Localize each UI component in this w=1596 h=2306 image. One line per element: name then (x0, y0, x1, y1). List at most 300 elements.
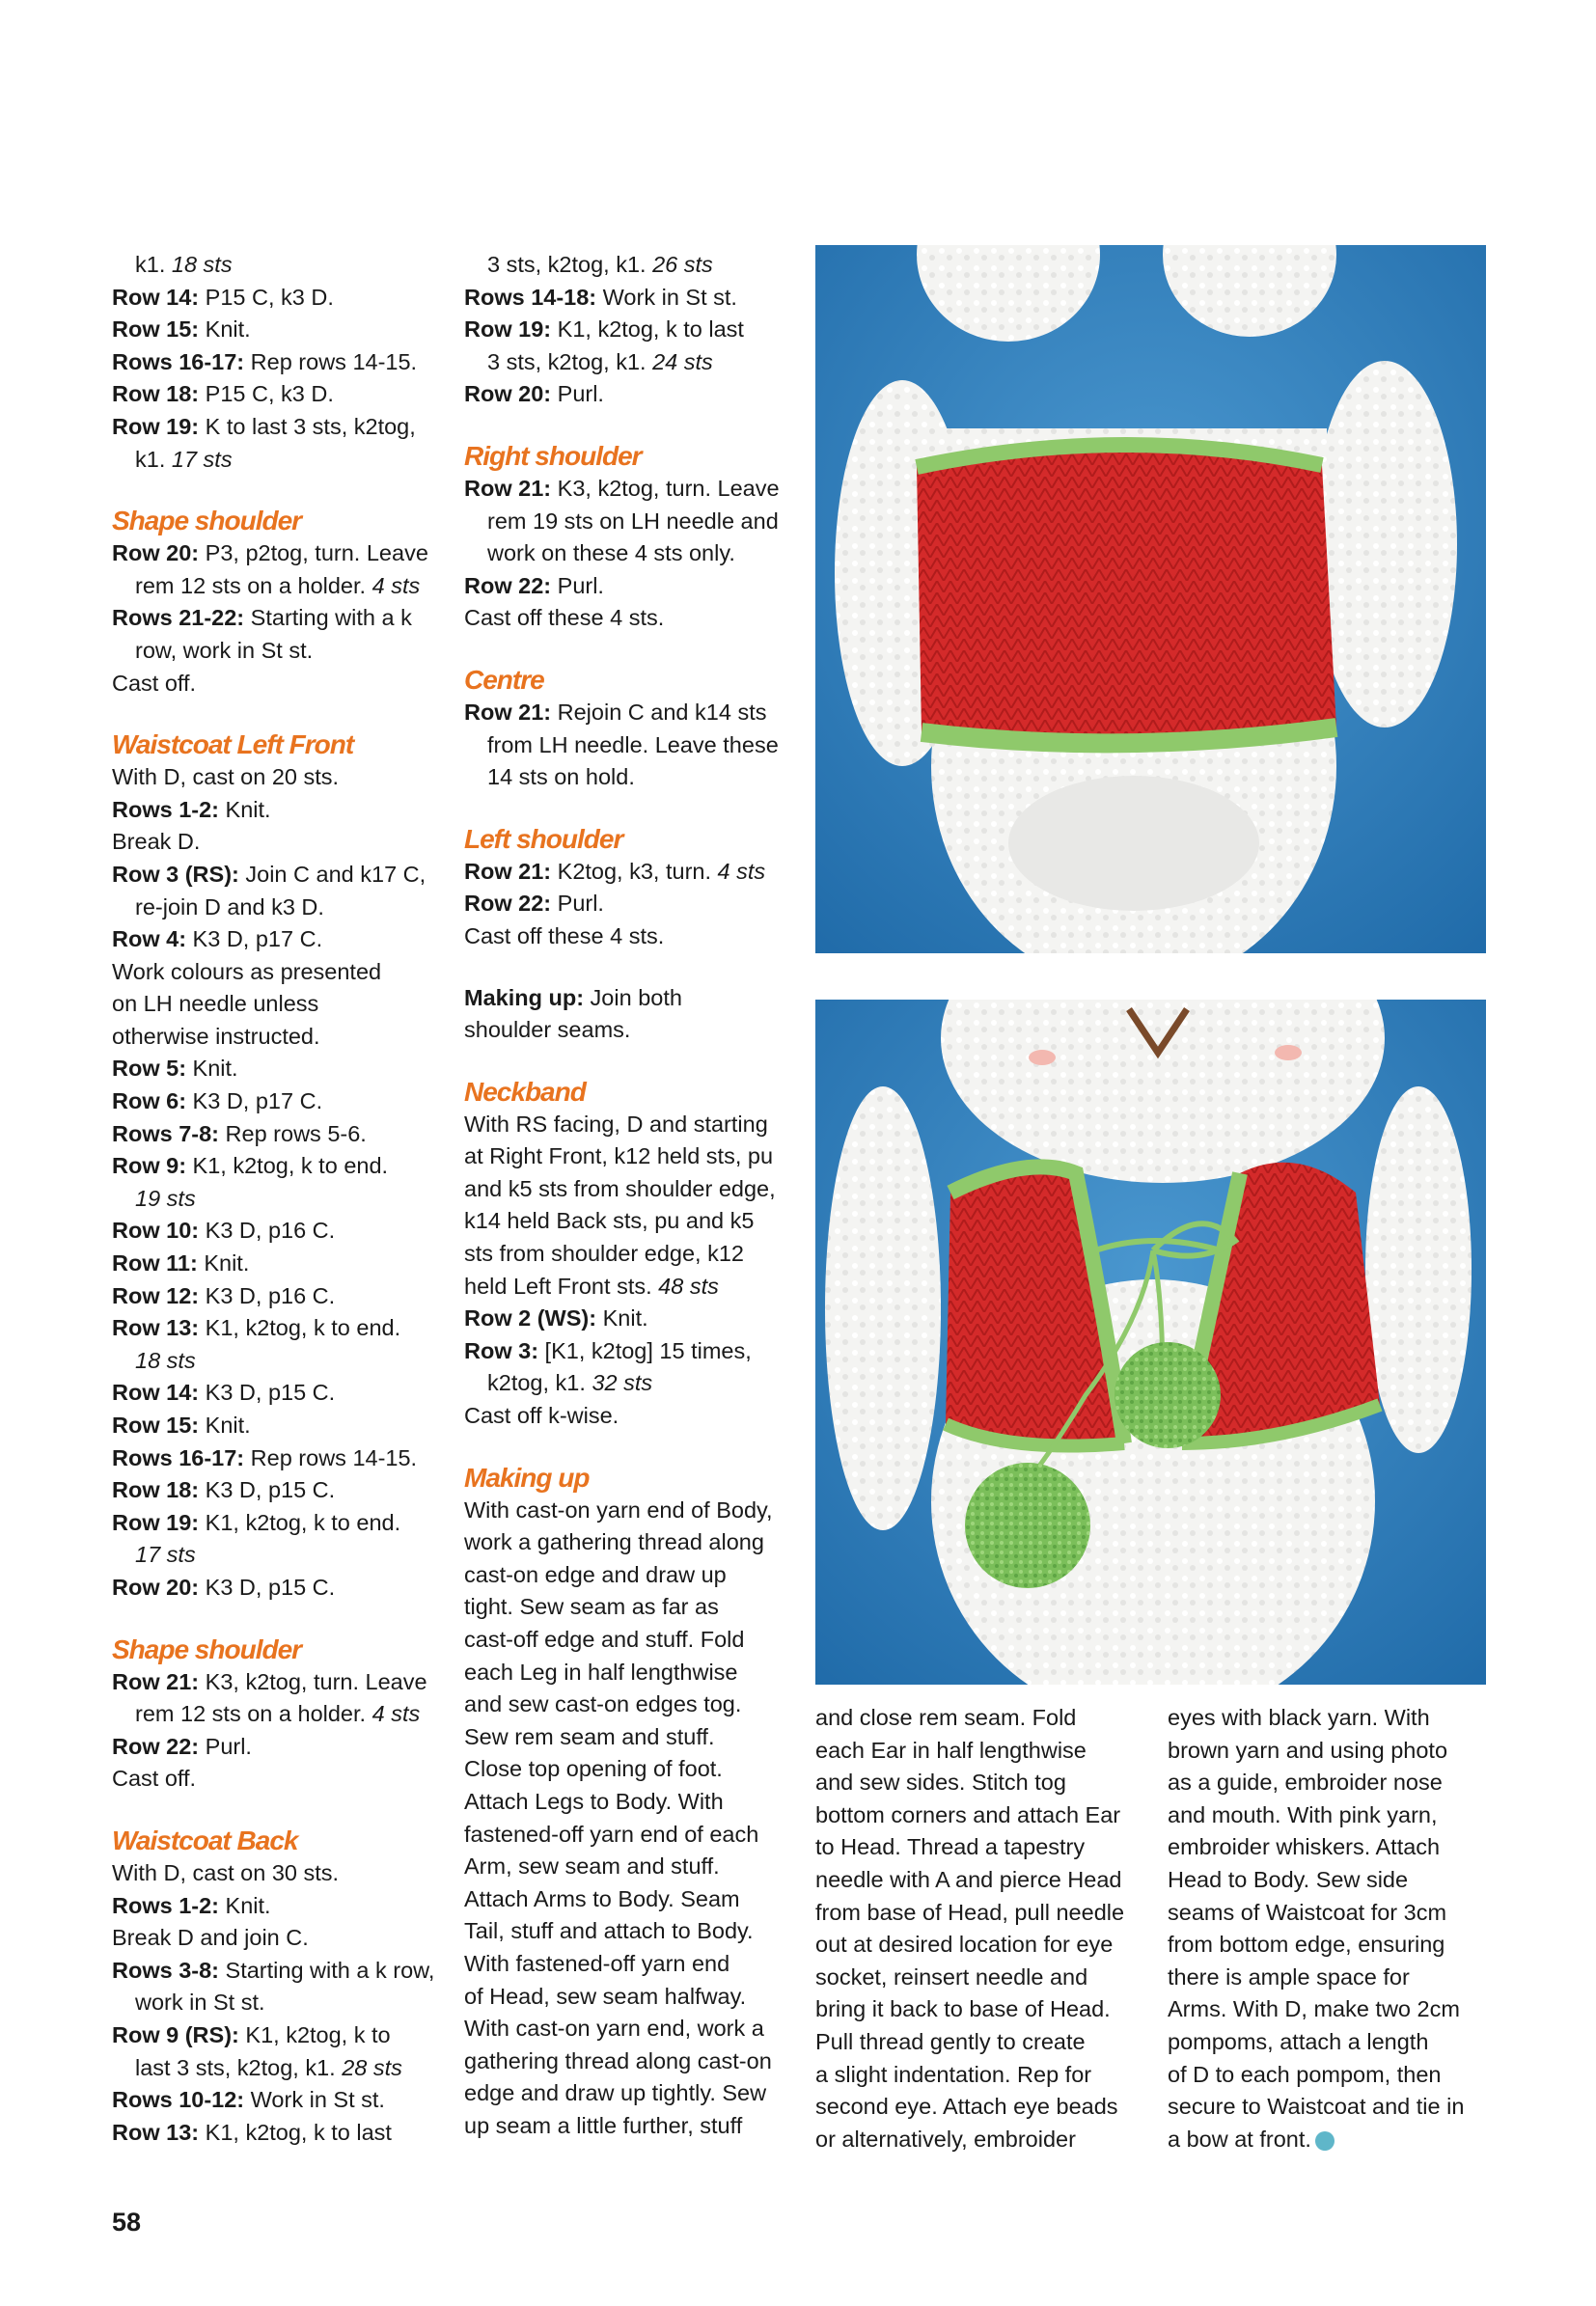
text-span: pompoms, attach a length (1168, 2028, 1429, 2054)
row-label: Row 9 (RS): (112, 2021, 239, 2047)
text-span: Break D. (112, 829, 201, 855)
text-line (112, 444, 445, 477)
text-column-4 (1168, 1702, 1500, 2155)
text-line (464, 1271, 797, 1304)
text-span: and k5 sts from shoulder edge, (464, 1175, 776, 1201)
row-label: Rows 16-17: (112, 1444, 245, 1470)
text-span: Cast off. (112, 1766, 197, 1792)
stitch-count: 24 sts (652, 348, 713, 374)
text-line (815, 1799, 1148, 1832)
text-line (464, 729, 797, 762)
text-span: of Head, sew seam halfway. (464, 1983, 747, 2009)
text-column-1 (112, 249, 445, 2149)
text-line (112, 956, 445, 989)
text-line (464, 473, 797, 506)
text-line (464, 346, 797, 379)
section-heading: Waistcoat Back (112, 1825, 298, 1855)
text-span: bottom corners and attach Ear (815, 1801, 1121, 1827)
text-span: P15 C, k3 D. (199, 381, 334, 407)
text-span: Cast off these 4 sts. (464, 922, 665, 948)
text-line (1168, 1799, 1500, 1832)
row-label: Row 20: (464, 381, 552, 407)
row-label: Row 9: (112, 1153, 187, 1179)
text-line (815, 2026, 1148, 2059)
text-span: Attach Arms to Body. Seam (464, 1885, 740, 1911)
text-span: and mouth. With pink yarn, (1168, 1801, 1438, 1827)
row-label: Row 11: (112, 1250, 198, 1277)
text-span: Pull thread gently to create (815, 2028, 1086, 2054)
text-line (464, 1526, 797, 1559)
text-line (112, 1922, 445, 1955)
text-span: work on these 4 sts only. (487, 540, 735, 566)
stitch-count: 18 sts (171, 252, 233, 277)
text-line (464, 1657, 797, 1689)
text-line (464, 1948, 797, 1981)
text-line (112, 2019, 445, 2052)
text-line (1168, 2026, 1500, 2059)
text-span: tight. Sew seam as far as (464, 1594, 719, 1620)
text-span: up seam a little further, stuff (464, 2112, 743, 2138)
row-label: Rows 3-8: (112, 1957, 219, 1983)
text-span: cast-on edge and draw up (464, 1561, 727, 1587)
text-line (112, 794, 445, 827)
text-line (464, 1591, 797, 1624)
text-line (112, 1377, 445, 1410)
text-line (464, 2110, 797, 2143)
text-line (464, 314, 797, 346)
text-line (464, 2013, 797, 2045)
text-span: secure to Waistcoat and tie in (1168, 2094, 1465, 2120)
text-span: Purl. (551, 381, 604, 407)
text-line (464, 1981, 797, 2014)
row-label: Row 20: (112, 1574, 200, 1600)
text-line (815, 2059, 1148, 2092)
text-span: socket, reinsert needle and (815, 1963, 1088, 1990)
text-line (112, 2084, 445, 2117)
text-line (112, 1890, 445, 1923)
text-span: otherwise instructed. (112, 1023, 320, 1049)
text-span: as a guide, embroider nose (1168, 1770, 1443, 1796)
stitch-count: 4 sts (371, 1701, 421, 1727)
text-span: Work colours as presented (112, 958, 382, 984)
row-label: Row 3: (464, 1337, 539, 1363)
text-line (1168, 1702, 1500, 1735)
text-span: Break D and join C. (112, 1925, 309, 1951)
text-line (464, 856, 797, 889)
text-span: K1, k2tog, k to end. (186, 1153, 389, 1179)
section-heading: Waistcoat Left Front (112, 729, 354, 760)
text-span: Work in St st. (596, 284, 737, 310)
text-span: last 3 sts, k2tog, k1. (135, 2054, 343, 2080)
text-line (464, 1883, 797, 1916)
text-span: from bottom edge, ensuring (1168, 1932, 1445, 1958)
text-span: out at desired location for eye (815, 1932, 1114, 1958)
text-line (112, 1312, 445, 1345)
text-span: sts from shoulder edge, k12 (464, 1241, 744, 1267)
row-label: Row 18: (112, 1477, 200, 1503)
row-label: Row 21: (464, 858, 552, 884)
stitch-count: 26 sts (652, 252, 713, 277)
row-label: Row 12: (112, 1282, 200, 1308)
text-span: edge and draw up tightly. Sew (464, 2080, 767, 2106)
text-span: second eye. Attach eye beads (815, 2094, 1118, 2120)
text-span: Starting with a k row, (219, 1957, 435, 1983)
text-span: each Leg in half lengthwise (464, 1659, 738, 1685)
text-span: k1. (135, 446, 172, 472)
stitch-count: 17 sts (171, 446, 233, 472)
text-span: P15 C, k3 D. (199, 284, 334, 310)
text-span: Arms. With D, make two 2cm (1168, 1996, 1460, 2022)
text-span: Work in St st. (244, 2087, 385, 2113)
text-line (112, 923, 445, 956)
text-line (112, 2117, 445, 2150)
text-line (464, 1559, 797, 1592)
stitch-count: 48 sts (658, 1273, 719, 1299)
text-span: Knit. (596, 1305, 648, 1331)
text-span: Tail, stuff and attach to Body. (464, 1918, 754, 1944)
text-line (112, 1731, 445, 1764)
text-span: rem 19 sts on LH needle and (487, 508, 779, 534)
text-span: With cast-on yarn end of Body, (464, 1496, 773, 1523)
row-label: Row 15: (112, 1413, 200, 1438)
text-span: on LH needle unless (112, 991, 319, 1017)
section-heading: Centre (464, 664, 544, 695)
text-span: to Head. Thread a tapestry (815, 1834, 1086, 1860)
section-heading: Making up (464, 1462, 590, 1493)
row-label: Row 5: (112, 1056, 187, 1082)
text-span: k1. (135, 252, 172, 277)
text-line (815, 1897, 1148, 1930)
text-span: K1, k2tog, k to end. (199, 1315, 401, 1341)
text-line (464, 1335, 797, 1368)
text-line (112, 1118, 445, 1151)
text-line (112, 1410, 445, 1442)
text-span: Cast off. (112, 670, 197, 696)
text-line (112, 1021, 445, 1054)
text-span: K3, k2tog, turn. Leave (551, 475, 780, 501)
section-heading: Right shoulder (464, 440, 642, 471)
text-line (815, 1929, 1148, 1962)
text-line (112, 1474, 445, 1507)
text-span: embroider whiskers. Attach (1168, 1834, 1441, 1860)
text-line (112, 1085, 445, 1118)
text-line (1168, 1864, 1500, 1897)
text-span: K3 D, p15 C. (199, 1574, 336, 1600)
text-span: Knit. (197, 1250, 250, 1277)
text-line (464, 2077, 797, 2110)
stitch-count: 28 sts (342, 2054, 402, 2080)
text-line (112, 570, 445, 603)
text-span: from LH needle. Leave these (487, 731, 779, 757)
section-heading: Left shoulder (464, 823, 623, 854)
text-line (464, 249, 797, 282)
row-label: Row 14: (112, 284, 200, 310)
text-span: at Right Front, k12 held sts, pu (464, 1143, 774, 1169)
row-label: Row 2 (WS): (464, 1305, 597, 1331)
row-label: Row 22: (112, 1733, 200, 1759)
text-line (464, 1721, 797, 1754)
text-span: With D, cast on 30 sts. (112, 1859, 340, 1885)
text-line (464, 982, 797, 1015)
text-span: K3 D, p16 C. (199, 1218, 336, 1244)
text-line (112, 1248, 445, 1280)
text-line (464, 1753, 797, 1786)
text-span: needle with A and pierce Head (815, 1866, 1122, 1892)
row-label: Rows 7-8: (112, 1120, 219, 1146)
row-label: Row 3 (RS): (112, 861, 239, 887)
row-label: Row 21: (112, 1668, 200, 1694)
text-line (464, 1014, 797, 1047)
text-span: of D to each pompom, then (1168, 2061, 1442, 2087)
text-span: shoulder seams. (464, 1017, 631, 1043)
yarn-ball-end-icon (1315, 2131, 1335, 2151)
text-line (112, 1507, 445, 1540)
photo-waistcoat-back (815, 245, 1486, 953)
text-span: Starting with a k (244, 605, 412, 631)
text-span: bring it back to base of Head. (815, 1996, 1111, 2022)
text-span: work in St st. (135, 1990, 265, 2016)
text-span: K1, k2tog, k to (238, 2021, 391, 2047)
text-line (815, 2091, 1148, 2124)
text-span: a slight indentation. Rep for (815, 2061, 1092, 2087)
text-line (464, 2045, 797, 2078)
text-span: With fastened-off yarn end (464, 1950, 730, 1976)
text-line (464, 1367, 797, 1400)
text-span: With D, cast on 20 sts. (112, 764, 340, 790)
text-line (464, 602, 797, 635)
text-span: K3 D, p17 C. (186, 926, 323, 952)
row-label: Row 20: (112, 540, 200, 566)
text-span: rem 12 sts on a holder. (135, 1701, 372, 1727)
text-span: K1, k2tog, k to end. (199, 1509, 401, 1535)
text-line (464, 1303, 797, 1335)
row-label: Rows 1-2: (112, 1892, 219, 1918)
text-span: Knit. (219, 1892, 271, 1918)
photo-waistcoat-front (815, 1000, 1486, 1685)
row-label: Rows 1-2: (112, 796, 219, 822)
row-label: Row 4: (112, 926, 187, 952)
text-line (112, 2052, 445, 2085)
text-line (112, 1987, 445, 2019)
text-line (112, 1698, 445, 1731)
text-line (112, 1572, 445, 1605)
text-line (112, 1150, 445, 1183)
text-line (464, 570, 797, 603)
text-span: Knit. (199, 316, 251, 343)
text-span: K2tog, k3, turn. (551, 858, 718, 884)
text-line (464, 1915, 797, 1948)
text-line (464, 1495, 797, 1527)
stitch-count: 17 sts (135, 1542, 196, 1568)
text-line (464, 920, 797, 953)
text-line (112, 1763, 445, 1796)
row-label: Row 13: (112, 2119, 200, 2145)
text-span: 3 sts, k2tog, k1. (487, 348, 653, 374)
text-column-3 (815, 1702, 1148, 2155)
text-span: K1, k2tog, k to last (551, 316, 744, 343)
row-label: Row 19: (112, 1509, 200, 1535)
text-span: k2tog, k1. (487, 1370, 592, 1396)
text-line (464, 697, 797, 729)
text-span: re-join D and k3 D. (135, 893, 324, 920)
text-line (464, 1140, 797, 1173)
text-span: eyes with black yarn. With (1168, 1705, 1430, 1730)
text-line (112, 1215, 445, 1248)
row-label: Rows 14-18: (464, 284, 597, 310)
text-span: [K1, k2tog] 15 times, (538, 1337, 752, 1363)
text-span: row, work in St st. (135, 637, 314, 663)
text-column-2 (464, 249, 797, 2143)
text-span: Close top opening of foot. (464, 1756, 723, 1782)
text-line (112, 282, 445, 315)
row-label: Row 21: (464, 475, 552, 501)
row-label: Rows 10-12: (112, 2087, 245, 2113)
text-line (112, 988, 445, 1021)
text-span: or alternatively, embroider (815, 2126, 1076, 2152)
text-line (815, 1864, 1148, 1897)
text-line (112, 1857, 445, 1890)
text-span: 14 sts on hold. (487, 764, 635, 790)
text-span: gathering thread along cast-on (464, 2047, 772, 2073)
text-span: seams of Waistcoat for 3cm (1168, 1899, 1447, 1925)
text-span: Sew rem seam and stuff. (464, 1723, 715, 1749)
text-span: Rep rows 14-15. (244, 1444, 418, 1470)
text-span: each Ear in half lengthwise (815, 1737, 1087, 1763)
text-line (464, 1624, 797, 1657)
text-line (815, 2124, 1148, 2156)
text-line (112, 602, 445, 635)
text-line (112, 826, 445, 859)
text-line (112, 859, 445, 892)
text-span: from base of Head, pull needle (815, 1899, 1125, 1925)
text-line (1168, 1962, 1500, 1994)
text-line (112, 1666, 445, 1699)
text-span: Knit. (186, 1056, 238, 1082)
text-line (112, 249, 445, 282)
text-line (112, 761, 445, 794)
section-heading: Neckband (464, 1076, 586, 1107)
text-span: and sew sides. Stitch tog (815, 1770, 1066, 1796)
text-span: Knit. (199, 1413, 251, 1438)
text-span: Join both (584, 984, 682, 1010)
text-span: Rep rows 14-15. (244, 348, 418, 374)
text-line (464, 1205, 797, 1238)
text-line (464, 537, 797, 570)
row-label: Rows 16-17: (112, 348, 245, 374)
text-line (112, 314, 445, 346)
row-label: Row 22: (464, 572, 552, 598)
text-line (112, 537, 445, 570)
text-span: Purl. (551, 891, 604, 917)
row-label: Making up: (464, 984, 585, 1010)
text-span: K3, k2tog, turn. Leave (199, 1668, 427, 1694)
text-span: work a gathering thread along (464, 1529, 764, 1555)
text-span: K3 D, p16 C. (199, 1282, 336, 1308)
row-label: Row 13: (112, 1315, 200, 1341)
text-span: Cast off these 4 sts. (464, 605, 665, 631)
stitch-count: 32 sts (592, 1370, 653, 1396)
section-heading: Shape shoulder (112, 1633, 302, 1664)
text-span: Cast off k-wise. (464, 1403, 619, 1429)
text-line (1168, 1993, 1500, 2026)
text-span: Rejoin C and k14 sts (551, 699, 767, 725)
text-line (464, 1400, 797, 1433)
text-span: Arm, sew seam and stuff. (464, 1853, 720, 1880)
text-span: Purl. (551, 572, 604, 598)
row-label: Row 10: (112, 1218, 200, 1244)
text-line (464, 282, 797, 315)
text-line (112, 635, 445, 668)
text-line (1168, 1831, 1500, 1864)
text-line (1168, 2124, 1500, 2156)
text-line (112, 378, 445, 411)
text-span: K1, k2tog, k to last (199, 2119, 392, 2145)
text-line (464, 1786, 797, 1819)
text-span: Head to Body. Sew side (1168, 1866, 1409, 1892)
text-line (464, 1688, 797, 1721)
text-span: With cast-on yarn end, work a (464, 2016, 764, 2042)
text-line (112, 346, 445, 379)
text-line (464, 1173, 797, 1206)
text-line (112, 1345, 445, 1378)
row-label: Row 6: (112, 1088, 187, 1114)
text-line (464, 1851, 797, 1883)
text-span: k14 held Back sts, pu and k5 (464, 1208, 755, 1234)
text-line (815, 1735, 1148, 1768)
stitch-count: 4 sts (717, 858, 766, 884)
row-label: Row 22: (464, 891, 552, 917)
text-span: Rep rows 5-6. (219, 1120, 367, 1146)
text-span: held Left Front sts. (464, 1273, 659, 1299)
text-span: Attach Legs to Body. With (464, 1788, 724, 1814)
text-span: cast-off edge and stuff. Fold (464, 1627, 745, 1652)
text-span: P3, p2tog, turn. Leave (199, 540, 428, 566)
text-span: K3 D, p17 C. (186, 1088, 323, 1114)
text-span: brown yarn and using photo (1168, 1737, 1448, 1763)
text-span: rem 12 sts on a holder. (135, 572, 372, 598)
text-line (1168, 1767, 1500, 1799)
page-number: 58 (112, 2208, 142, 2237)
text-line (1168, 2091, 1500, 2124)
row-label: Row 14: (112, 1380, 200, 1406)
text-line (815, 1993, 1148, 2026)
text-span: 3 sts, k2tog, k1. (487, 252, 653, 277)
row-label: Row 19: (464, 316, 552, 343)
text-span: and sew cast-on edges tog. (464, 1691, 742, 1717)
text-line (464, 1238, 797, 1271)
section-heading: Shape shoulder (112, 506, 302, 536)
text-line (464, 761, 797, 794)
text-span: fastened-off yarn end of each (464, 1821, 759, 1847)
stitch-count: 4 sts (371, 572, 421, 598)
text-span: K to last 3 sts, k2tog, (199, 413, 416, 439)
stitch-count: 19 sts (135, 1185, 196, 1211)
text-span: Join C and k17 C, (238, 861, 427, 887)
text-line (464, 1109, 797, 1141)
row-label: Row 21: (464, 699, 552, 725)
text-line (1168, 1735, 1500, 1768)
text-line (112, 1955, 445, 1988)
text-line (464, 506, 797, 538)
text-line (112, 1183, 445, 1216)
text-line (1168, 2059, 1500, 2092)
text-line (815, 1962, 1148, 1994)
row-label: Row 15: (112, 316, 200, 343)
text-span: Purl. (199, 1733, 252, 1759)
text-line (112, 411, 445, 444)
text-span: With RS facing, D and starting (464, 1111, 768, 1137)
text-line (464, 888, 797, 920)
